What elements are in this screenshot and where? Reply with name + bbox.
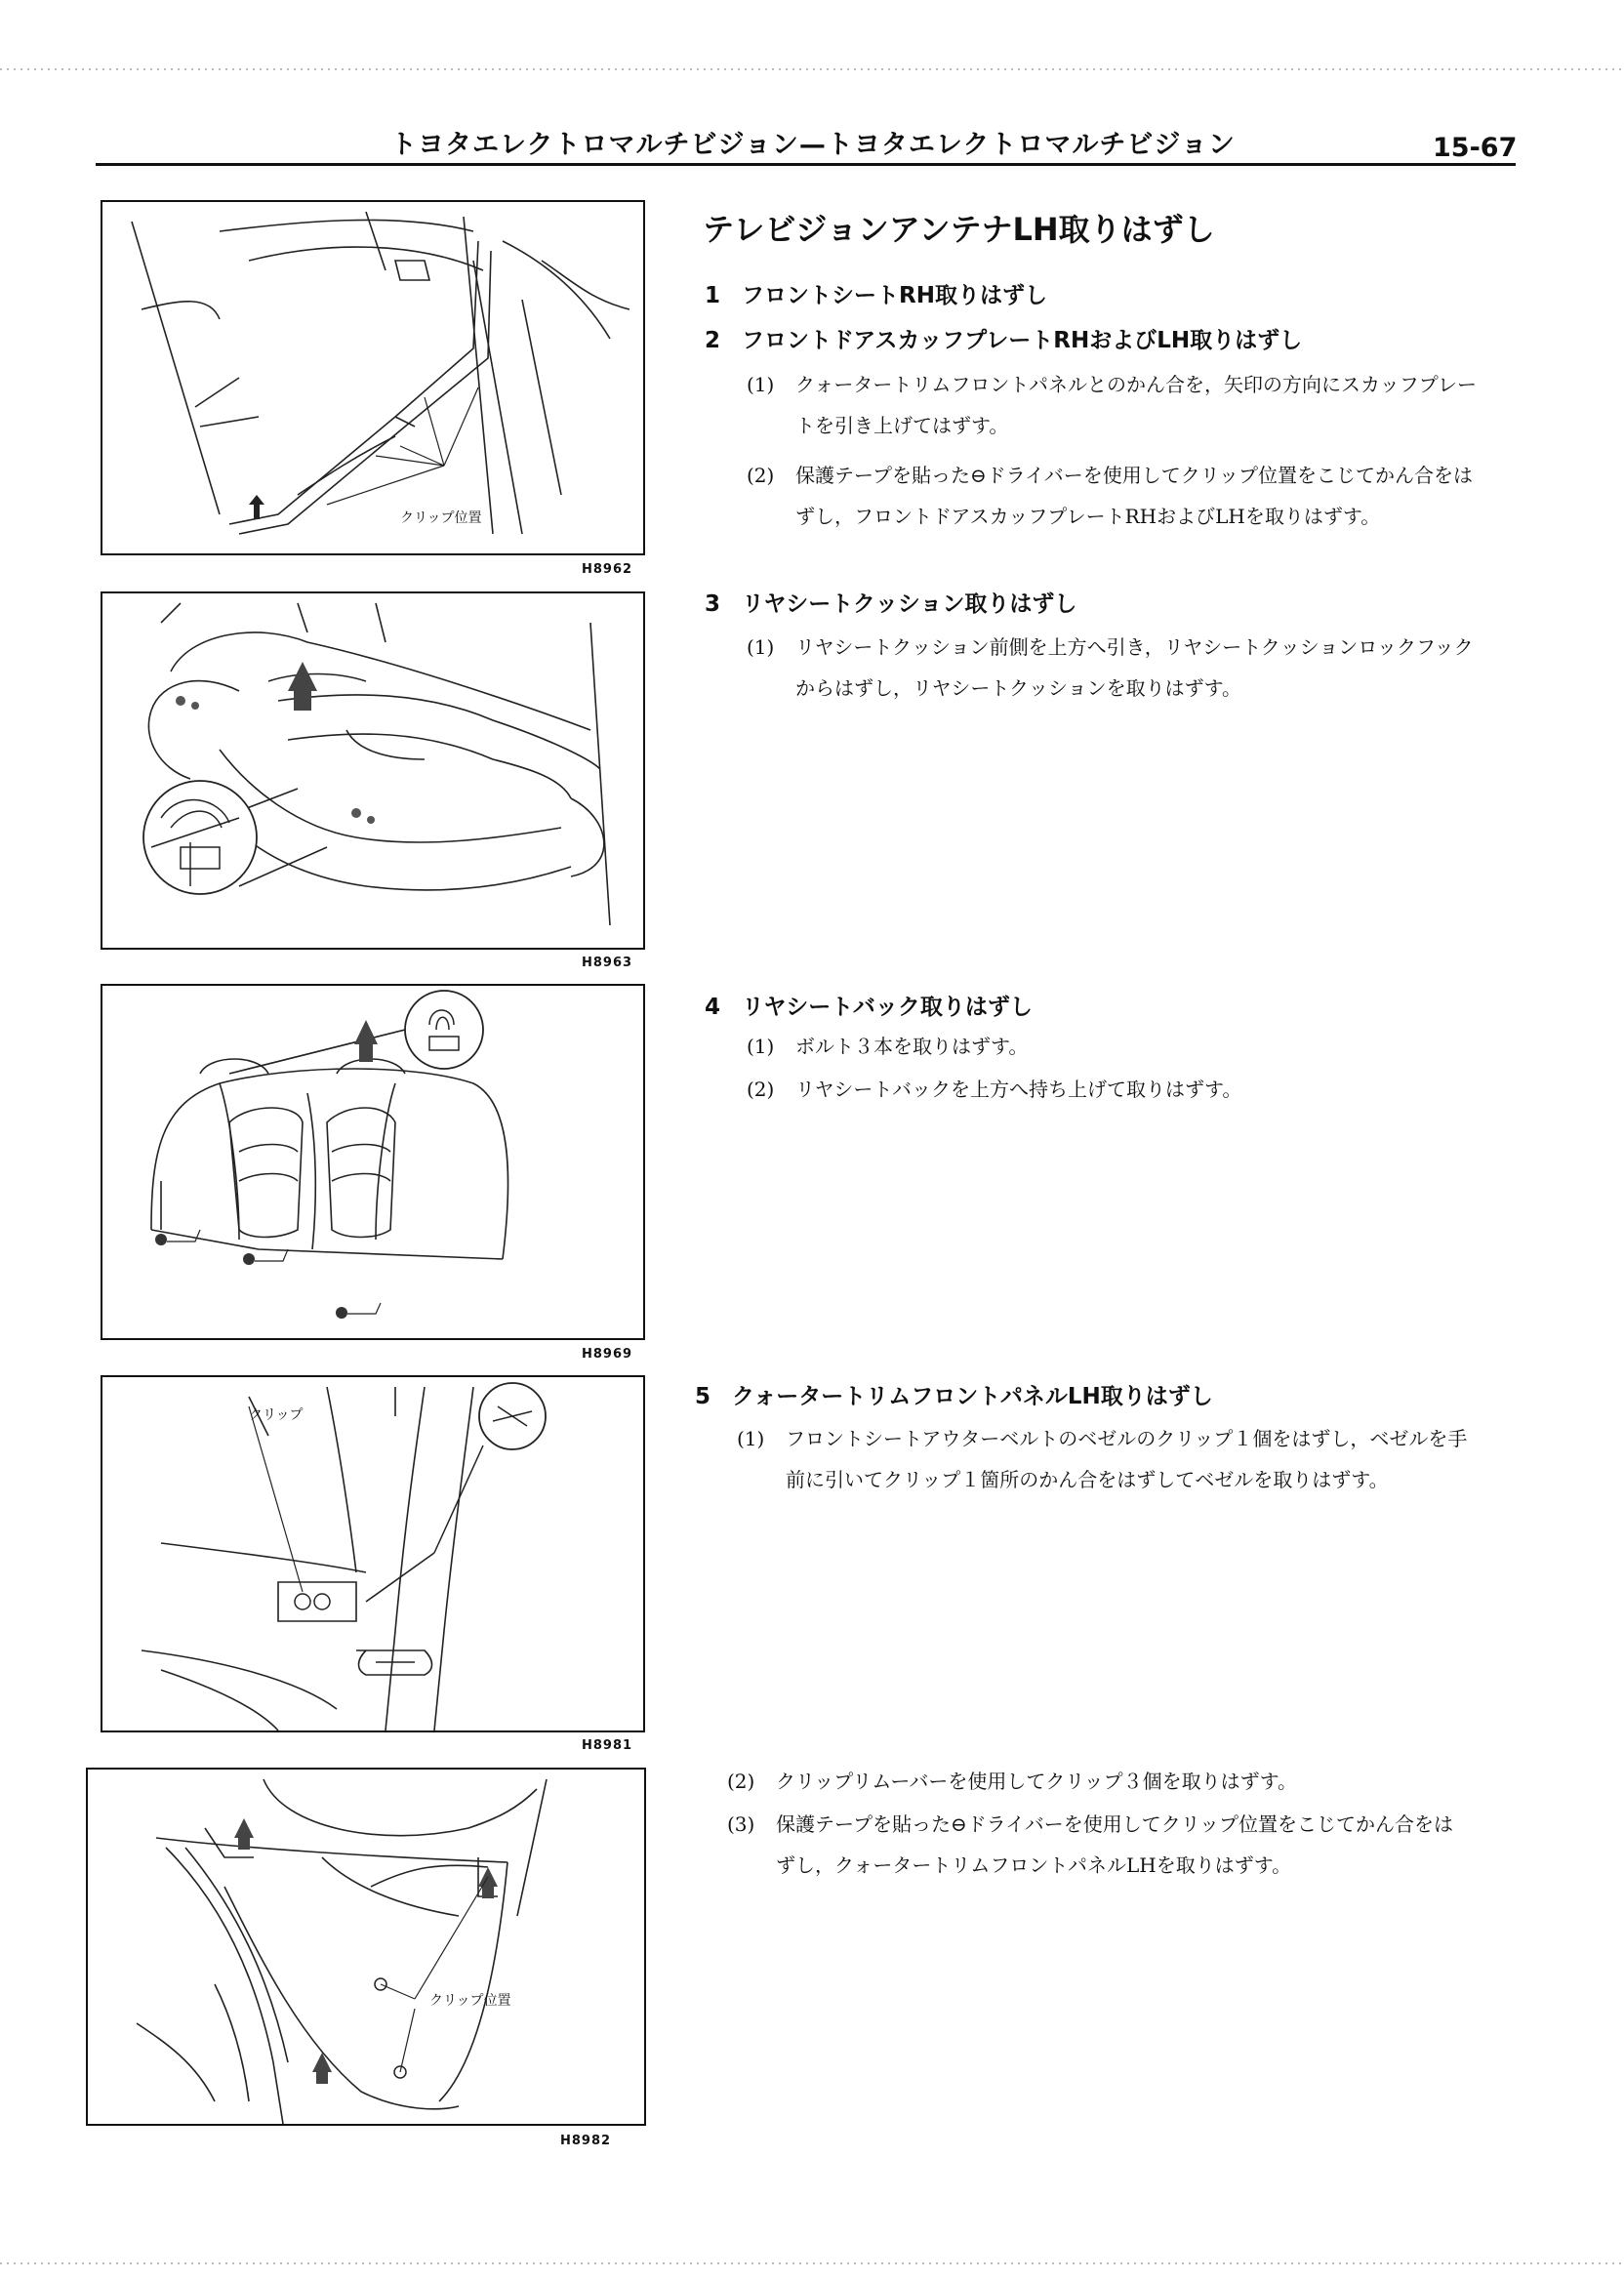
rear-seat-cushion-illustration [102, 593, 643, 948]
step-number: 3 [705, 591, 721, 617]
sub-mark: (1) [747, 1035, 775, 1058]
figure-scuff-plate [101, 200, 645, 555]
step-title: フロントドアスカッフプレートRHおよびLH取りはずし [742, 328, 1303, 353]
figure-caption: H8969 [582, 1347, 633, 1362]
clip-position-label: クリップ位置 [400, 510, 482, 526]
figure-caption: H8962 [582, 562, 633, 577]
sub-mark: (1) [737, 1427, 765, 1450]
page-number: 15-67 [1433, 133, 1518, 163]
page-header-title: トヨタエレクトロマルチビジョン—トヨタエレクトロマルチビジョン [390, 130, 1236, 160]
sub-mark: (1) [747, 373, 775, 396]
sub-text: リヤシートバックを上方へ持ち上げて取りはずす。 [795, 1078, 1242, 1101]
figure-belt-bezel [101, 1375, 645, 1732]
figure-caption: H8981 [582, 1738, 633, 1753]
sub-text: クォータートリムフロントパネルとのかん合を，矢印の方向にスカッフプレートを引き上げてはずす。 [795, 373, 1477, 437]
step-5-sub-3 [727, 1804, 1469, 1886]
sub-text: 保護テープを貼った⊖ドライバーを使用してクリップ位置をこじてかん合をはずし，フロントドアスカッフプレートRHおよびLHを取りはずす。 [795, 464, 1473, 528]
sub-mark: (3) [727, 1812, 755, 1836]
sub-mark: (2) [727, 1770, 755, 1793]
scan-noise-top [0, 68, 1624, 70]
step-title: クォータートリムフロントパネルLH取りはずし [732, 1384, 1213, 1409]
clip-label: クリップ [249, 1407, 304, 1423]
step-number: 2 [705, 328, 721, 353]
section-title: テレビジョンアンテナLH取りはずし [703, 211, 1215, 248]
figure-rear-seat-back [101, 984, 645, 1340]
sub-text: リヤシートクッション前側を上方へ引き，リヤシートクッションロックフックからはずし，リヤシートクッションを取りはずす。 [795, 635, 1474, 700]
step-title: リヤシートクッション取りはずし [742, 591, 1077, 617]
scuff-plate-illustration [102, 202, 643, 553]
belt-bezel-illustration [102, 1377, 643, 1730]
figure-quarter-trim-panel [86, 1768, 646, 2126]
step-4-sub-2 [747, 1069, 1488, 1110]
step-3-sub-1 [747, 627, 1488, 709]
step-2-sub-1 [747, 364, 1488, 446]
sub-mark: (2) [747, 1078, 775, 1101]
sub-text: ボルト３本を取りはずす。 [795, 1035, 1029, 1058]
step-5-sub-2 [727, 1761, 1469, 1802]
sub-mark: (1) [747, 635, 775, 659]
figure-caption: H8963 [582, 956, 633, 970]
quarter-trim-illustration [88, 1770, 644, 2124]
step-title: リヤシートバック取りはずし [742, 995, 1033, 1020]
sub-text: 保護テープを貼った⊖ドライバーを使用してクリップ位置をこじてかん合をはずし，クォータートリムフロントパネルLHを取りはずす。 [776, 1812, 1453, 1877]
rear-seat-back-illustration [102, 986, 643, 1338]
step-1-heading [705, 277, 1047, 309]
step-2-sub-2 [747, 455, 1488, 537]
sub-text: フロントシートアウターベルトのベゼルのクリップ１個をはずし，ベゼルを手前に引いてクリップ１箇所のかん合をはずしてベゼルを取りはずす。 [786, 1427, 1468, 1491]
step-2-heading [705, 322, 1302, 354]
step-4-heading [705, 989, 1033, 1021]
step-number: 5 [695, 1384, 711, 1409]
step-number: 4 [705, 995, 721, 1020]
step-number: 1 [705, 283, 721, 308]
step-4-sub-1 [747, 1026, 1488, 1067]
scan-noise-bottom [0, 2262, 1624, 2264]
clip-position-label: クリップ位置 [429, 1993, 511, 2009]
step-5-sub-1 [737, 1418, 1479, 1500]
sub-mark: (2) [747, 464, 775, 487]
header-rule [96, 163, 1516, 166]
figure-rear-seat-cushion [101, 591, 645, 950]
sub-text: クリップリムーバーを使用してクリップ３個を取りはずす。 [776, 1770, 1297, 1793]
figure-caption: H8982 [560, 2134, 612, 2148]
step-title: フロントシートRH取りはずし [742, 283, 1047, 308]
step-3-heading [705, 586, 1076, 618]
step-5-heading [695, 1378, 1213, 1410]
